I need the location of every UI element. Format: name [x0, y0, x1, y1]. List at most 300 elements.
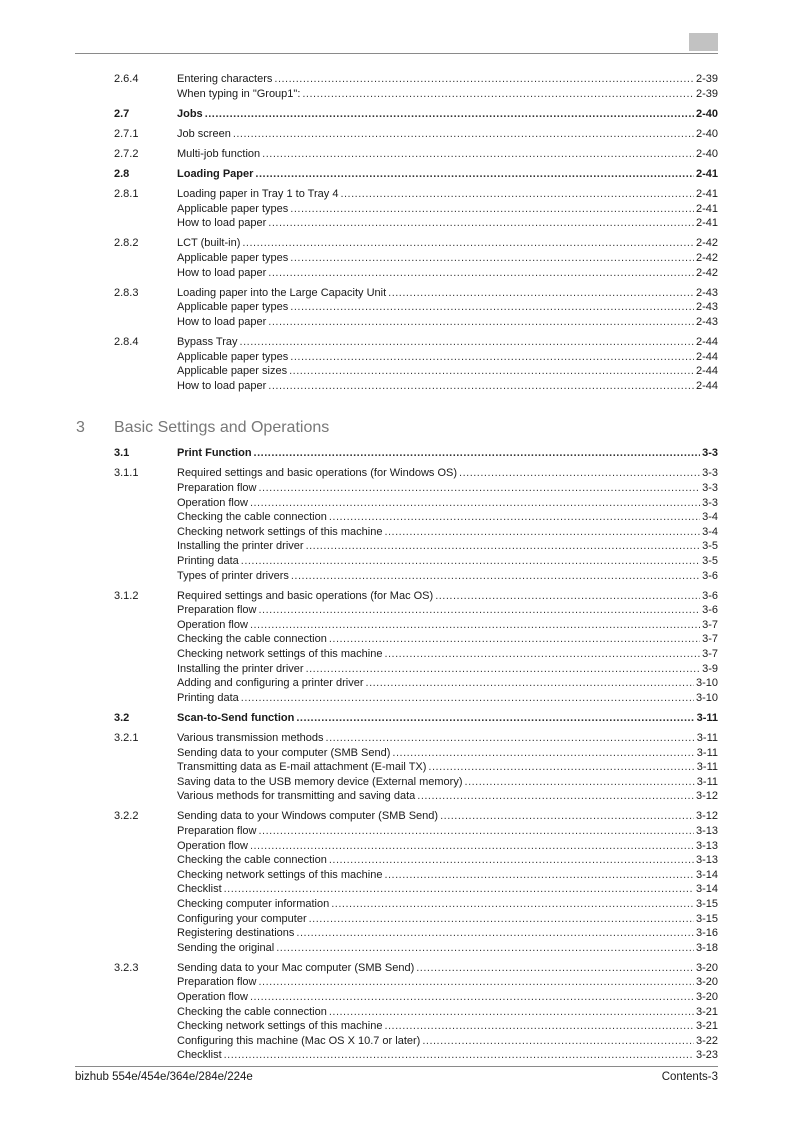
dot-leader	[250, 618, 700, 633]
toc-entry[interactable]	[0, 350, 793, 365]
section-number: 3.1.1	[114, 467, 139, 480]
entry-line	[177, 335, 718, 350]
entry-line	[177, 676, 718, 691]
dot-leader	[259, 975, 694, 990]
entry-title: Checking network settings of this machine	[177, 648, 383, 660]
page-number: 2-43	[695, 286, 718, 299]
page-number: 3-3	[702, 447, 718, 460]
footer-page-number: Contents-3	[661, 1071, 718, 1083]
page-number: 3-20	[695, 991, 718, 1004]
section-number: 2.7	[114, 107, 130, 120]
page-number: 3-11	[696, 731, 718, 744]
entry-line	[177, 789, 718, 804]
dot-leader	[329, 853, 694, 868]
entry-title: Checking network settings of this machine	[177, 868, 383, 881]
dot-leader	[205, 107, 694, 122]
section-number: 3.2.1	[114, 731, 139, 744]
entry-title: Registering destinations	[177, 927, 295, 940]
entry-title: Sending data to your Windows computer (SMB Send)	[177, 810, 439, 823]
toc-entry[interactable]	[0, 961, 793, 976]
entry-title: Print Function	[177, 447, 252, 460]
toc-entry[interactable]	[0, 589, 793, 604]
toc-entry[interactable]	[0, 897, 793, 912]
entry-line	[177, 990, 718, 1005]
toc-group	[0, 72, 793, 101]
entry-title: Checklist	[177, 883, 222, 896]
page-number: 3-10	[695, 677, 718, 690]
chapter-number: 3	[76, 419, 85, 437]
page-number: 3-13	[695, 825, 718, 838]
entry-title: Sending data to your Mac computer (SMB Send)	[177, 961, 415, 974]
dot-leader	[254, 446, 701, 461]
toc-group	[0, 589, 793, 706]
toc-group	[0, 147, 793, 162]
toc-entry[interactable]	[0, 466, 793, 481]
entry-line	[177, 897, 718, 912]
entry-title: Checking the cable connection	[177, 511, 327, 524]
entry-title: Sending the original	[177, 941, 275, 954]
toc-group	[0, 236, 793, 280]
toc-entry[interactable]	[0, 481, 793, 496]
entry-line	[177, 868, 718, 883]
toc-group	[0, 446, 793, 461]
entry-line	[177, 569, 718, 584]
toc-entry[interactable]	[0, 554, 793, 569]
entry-title: Installing the printer driver	[177, 540, 304, 553]
dot-leader	[422, 1034, 694, 1049]
page-number: 3-4	[702, 511, 718, 524]
dot-leader	[416, 961, 694, 976]
toc-entry[interactable]	[0, 364, 793, 379]
page-number: 3-7	[702, 618, 718, 631]
toc-entry[interactable]	[0, 711, 793, 726]
toc-entry[interactable]	[0, 760, 793, 775]
entry-title: How to load paper	[177, 379, 267, 392]
entry-title: Job screen	[177, 127, 231, 140]
page-number: 3-10	[695, 691, 718, 704]
toc-entry[interactable]	[0, 990, 793, 1005]
entry-line	[177, 1019, 718, 1034]
section-number: 2.6.4	[114, 73, 139, 85]
entry-title: Various transmission methods	[177, 731, 324, 744]
dot-leader	[250, 496, 700, 511]
section-number: 2.7.1	[114, 127, 139, 140]
entry-title: Entering characters	[177, 73, 273, 85]
entry-title: Multi-job function	[177, 147, 261, 160]
toc-group	[0, 961, 793, 1063]
toc-group	[0, 335, 793, 393]
entry-title: Loading paper into the Large Capacity Unit	[177, 286, 387, 299]
dot-leader	[302, 87, 694, 102]
toc-entry[interactable]	[0, 647, 793, 662]
entry-title: Operation flow	[177, 496, 248, 509]
dot-leader	[417, 789, 694, 804]
section-number: 3.1	[114, 447, 130, 460]
dot-leader	[331, 897, 694, 912]
toc-group	[0, 466, 793, 583]
toc-entry[interactable]	[0, 251, 793, 266]
entry-title: Printing data	[177, 554, 239, 567]
page-number: 2-41	[695, 167, 718, 180]
dot-leader	[224, 882, 694, 897]
header-rule	[75, 53, 718, 54]
entry-title: Various methods for transmitting and saving data	[177, 790, 416, 803]
page-footer	[75, 1071, 718, 1083]
toc-entry[interactable]	[0, 632, 793, 647]
dot-leader	[326, 731, 695, 746]
page-number: 2-40	[695, 107, 718, 120]
page-number: 3-14	[695, 883, 718, 896]
toc-entry[interactable]	[0, 676, 793, 691]
section-number: 3.2.3	[114, 961, 139, 974]
entry-line	[177, 926, 718, 941]
entry-line	[177, 251, 718, 266]
entry-title: Applicable paper types	[177, 202, 289, 215]
toc-entry[interactable]	[0, 167, 793, 182]
entry-title: Configuring this machine (Mac OS X 10.7 or later)	[177, 1034, 421, 1047]
entry-line	[177, 315, 718, 330]
chapter-3-entries	[0, 446, 793, 1063]
entry-line	[177, 379, 718, 394]
entry-line	[177, 853, 718, 868]
toc-entry[interactable]	[0, 216, 793, 231]
page-number: 3-11	[696, 746, 718, 759]
dot-leader	[329, 1005, 694, 1020]
toc-group	[0, 167, 793, 182]
entry-line	[177, 589, 718, 604]
entry-title: Configuring your computer	[177, 912, 307, 925]
entry-title: Checking computer information	[177, 898, 330, 910]
entry-line	[177, 87, 718, 102]
section-number: 2.8.3	[114, 286, 139, 299]
entry-line	[177, 662, 718, 677]
toc-entry[interactable]	[0, 691, 793, 706]
entry-title: Checklist	[177, 1049, 222, 1062]
page-number: 3-21	[695, 1005, 718, 1018]
toc-group	[0, 127, 793, 142]
page-number: 2-42	[695, 251, 718, 264]
entry-title: How to load paper	[177, 266, 267, 279]
toc-group	[0, 107, 793, 122]
page-number: 3-6	[702, 604, 718, 617]
entry-line	[177, 647, 718, 662]
page-number: 2-44	[695, 335, 718, 348]
toc-entry[interactable]	[0, 839, 793, 854]
dot-leader	[262, 147, 694, 162]
toc-entry[interactable]	[0, 539, 793, 554]
toc-entry[interactable]	[0, 569, 793, 584]
dot-leader	[306, 539, 701, 554]
entry-line	[177, 632, 718, 647]
toc-entry[interactable]	[0, 446, 793, 461]
toc-group	[0, 731, 793, 804]
dot-leader	[329, 510, 700, 525]
dot-leader	[428, 760, 694, 775]
toc-entry[interactable]	[0, 87, 793, 102]
dot-leader	[384, 868, 694, 883]
page-number: 3-21	[695, 1020, 718, 1033]
entry-line	[177, 746, 718, 761]
entry-title: Saving data to the USB memory device (External memory)	[177, 775, 463, 788]
entry-line	[177, 809, 718, 824]
page-number: 2-41	[695, 202, 718, 215]
entry-title: Loading Paper	[177, 167, 254, 180]
entry-line	[177, 1034, 718, 1049]
page-number: 3-9	[702, 662, 718, 675]
entry-line	[177, 882, 718, 897]
entry-line	[177, 975, 718, 990]
page-number: 3-22	[695, 1034, 718, 1047]
page-number: 2-43	[695, 315, 718, 328]
dot-leader	[242, 236, 694, 251]
dot-leader	[259, 481, 701, 496]
dot-leader	[268, 379, 694, 394]
dot-leader	[259, 603, 701, 618]
entry-line	[177, 187, 718, 202]
entry-line	[177, 236, 718, 251]
toc-entry[interactable]	[0, 618, 793, 633]
page-number: 2-40	[695, 147, 718, 160]
page-number: 3-18	[695, 941, 718, 954]
dot-leader	[224, 1048, 694, 1063]
toc-group	[0, 286, 793, 330]
entry-line	[177, 912, 718, 927]
entry-line	[177, 603, 718, 618]
entry-line	[177, 72, 718, 87]
toc-entry[interactable]	[0, 789, 793, 804]
entry-title: Preparation flow	[177, 976, 257, 989]
entry-title: Required settings and basic operations (for Windows OS)	[177, 467, 458, 480]
toc-entry[interactable]	[0, 127, 793, 142]
entry-line	[177, 731, 718, 746]
entry-line	[177, 824, 718, 839]
dot-leader	[296, 926, 694, 941]
entry-line	[177, 618, 718, 633]
page-number: 3-7	[702, 633, 718, 646]
dot-leader	[289, 364, 694, 379]
entry-title: Preparation flow	[177, 825, 257, 838]
dot-leader	[392, 746, 694, 761]
entry-line	[177, 167, 718, 182]
page-number: 3-4	[702, 525, 718, 538]
page-number: 2-41	[695, 188, 718, 201]
page-number: 3-6	[702, 569, 718, 582]
dot-leader	[440, 809, 694, 824]
toc-entry[interactable]	[0, 1048, 793, 1063]
entry-line	[177, 466, 718, 481]
page-number: 2-44	[695, 379, 718, 392]
entry-line	[177, 446, 718, 461]
entry-title: Checking the cable connection	[177, 1005, 327, 1018]
dot-leader	[290, 350, 694, 365]
entry-line	[177, 127, 718, 142]
page-number: 3-11	[696, 761, 718, 774]
entry-line	[177, 539, 718, 554]
toc-entry[interactable]	[0, 202, 793, 217]
entry-line	[177, 300, 718, 315]
section-number: 3.2	[114, 711, 130, 724]
page-number: 3-12	[695, 790, 718, 803]
page-number: 3-5	[702, 554, 718, 567]
toc-entry[interactable]	[0, 335, 793, 350]
toc-entry[interactable]	[0, 1019, 793, 1034]
entry-title: Checking the cable connection	[177, 633, 327, 646]
toc-entry[interactable]	[0, 72, 793, 87]
dot-leader	[250, 839, 694, 854]
dot-leader	[329, 632, 700, 647]
chapter-title: Basic Settings and Operations	[114, 419, 330, 437]
page-number: 3-12	[695, 810, 718, 823]
entry-title: Required settings and basic operations (for Mac OS)	[177, 589, 434, 602]
section-number: 2.7.2	[114, 147, 139, 160]
section-number: 2.8.2	[114, 237, 139, 250]
entry-title: How to load paper	[177, 217, 267, 230]
toc-entry[interactable]	[0, 731, 793, 746]
dot-leader	[306, 662, 701, 677]
toc-entry[interactable]	[0, 496, 793, 511]
toc-entry[interactable]	[0, 853, 793, 868]
toc-entry[interactable]	[0, 315, 793, 330]
toc-entry[interactable]	[0, 510, 793, 525]
dot-leader	[255, 167, 694, 182]
page-number: 2-39	[695, 73, 718, 85]
entry-title: Operation flow	[177, 991, 248, 1004]
toc-entry[interactable]	[0, 926, 793, 941]
toc-entry[interactable]	[0, 824, 793, 839]
entry-title: Transmitting data as E-mail attachment (E-mail TX)	[177, 761, 427, 774]
entry-title: Operation flow	[177, 618, 248, 631]
toc-group	[0, 711, 793, 726]
dot-leader	[465, 775, 695, 790]
toc-entry[interactable]	[0, 775, 793, 790]
toc-entry[interactable]	[0, 187, 793, 202]
toc-entry[interactable]	[0, 107, 793, 122]
toc-entry[interactable]	[0, 1034, 793, 1049]
toc-group	[0, 809, 793, 955]
entry-line	[177, 286, 718, 301]
entry-line	[177, 1005, 718, 1020]
entry-title: Types of printer drivers	[177, 569, 289, 582]
entry-line	[177, 1048, 718, 1063]
entry-line	[177, 364, 718, 379]
dot-leader	[290, 202, 694, 217]
entry-line	[177, 496, 718, 511]
entry-title: Applicable paper types	[177, 251, 289, 264]
entry-line	[177, 525, 718, 540]
section-number: 2.8	[114, 167, 130, 180]
page-number: 3-3	[702, 481, 718, 494]
footer-model: bizhub 554e/454e/364e/284e/224e	[75, 1071, 253, 1083]
toc-entry[interactable]	[0, 286, 793, 301]
page-number: 3-20	[695, 961, 718, 974]
entry-title: How to load paper	[177, 315, 267, 328]
entry-line	[177, 775, 718, 790]
page-number: 2-42	[695, 266, 718, 279]
dot-leader	[340, 187, 694, 202]
dot-leader	[241, 554, 700, 569]
page-number: 3-15	[695, 912, 718, 925]
entry-line	[177, 147, 718, 162]
page-number: 3-13	[695, 839, 718, 852]
section-number: 2.8.1	[114, 188, 139, 201]
dot-leader	[268, 315, 694, 330]
dot-leader	[384, 525, 700, 540]
toc-entry[interactable]	[0, 975, 793, 990]
dot-leader	[241, 691, 694, 706]
toc-entry[interactable]	[0, 868, 793, 883]
toc-entry[interactable]	[0, 941, 793, 956]
entry-title: Checking network settings of this machine	[177, 525, 383, 538]
toc-entry[interactable]	[0, 1005, 793, 1020]
dot-leader	[309, 912, 694, 927]
toc-entry[interactable]	[0, 525, 793, 540]
dot-leader	[459, 466, 700, 481]
toc-entry[interactable]	[0, 809, 793, 824]
entry-title: Applicable paper types	[177, 350, 289, 363]
entry-line	[177, 554, 718, 569]
entry-line	[177, 839, 718, 854]
entry-line	[177, 961, 718, 976]
entry-title: LCT (built-in)	[177, 237, 241, 250]
toc-entry[interactable]	[0, 300, 793, 315]
page-number: 3-6	[702, 589, 718, 602]
chapter-3-heading[interactable]	[0, 413, 793, 443]
entry-title: When typing in "Group1":	[177, 87, 301, 100]
page-number: 2-39	[695, 87, 718, 100]
toc-entry[interactable]	[0, 662, 793, 677]
entry-line	[177, 510, 718, 525]
toc-entry[interactable]	[0, 746, 793, 761]
entry-title: Scan-to-Send function	[177, 711, 295, 724]
dot-leader	[240, 335, 694, 350]
page-number: 3-11	[696, 775, 718, 788]
section-number: 2.8.4	[114, 335, 139, 348]
toc-entry[interactable]	[0, 912, 793, 927]
toc-entry[interactable]	[0, 882, 793, 897]
toc-entry[interactable]	[0, 266, 793, 281]
entry-line	[177, 202, 718, 217]
dot-leader	[366, 676, 694, 691]
entry-title: Sending data to your computer (SMB Send)	[177, 746, 391, 759]
section-number: 3.1.2	[114, 589, 139, 602]
dot-leader	[384, 647, 700, 662]
entry-line	[177, 760, 718, 775]
dot-leader	[384, 1019, 694, 1034]
entry-title: Installing the printer driver	[177, 662, 304, 675]
page-number: 2-44	[695, 350, 718, 363]
toc-entry[interactable]	[0, 236, 793, 251]
dot-leader	[268, 266, 694, 281]
toc-entry[interactable]	[0, 603, 793, 618]
entry-title: Preparation flow	[177, 604, 257, 617]
toc-entry[interactable]	[0, 379, 793, 394]
page-number: 3-11	[696, 711, 718, 724]
entry-title: Checking the cable connection	[177, 854, 327, 867]
dot-leader	[259, 824, 694, 839]
entry-line	[177, 481, 718, 496]
entry-title: Applicable paper sizes	[177, 365, 288, 378]
dot-leader	[290, 300, 694, 315]
dot-leader	[250, 990, 694, 1005]
entry-title: Bypass Tray	[177, 335, 238, 348]
page-number: 3-23	[695, 1049, 718, 1062]
toc-entry[interactable]	[0, 147, 793, 162]
entry-title: Applicable paper types	[177, 301, 289, 314]
entry-title: Jobs	[177, 107, 203, 120]
entry-line	[177, 941, 718, 956]
entry-title: Printing data	[177, 691, 239, 704]
chapter-2-entries	[0, 72, 793, 393]
